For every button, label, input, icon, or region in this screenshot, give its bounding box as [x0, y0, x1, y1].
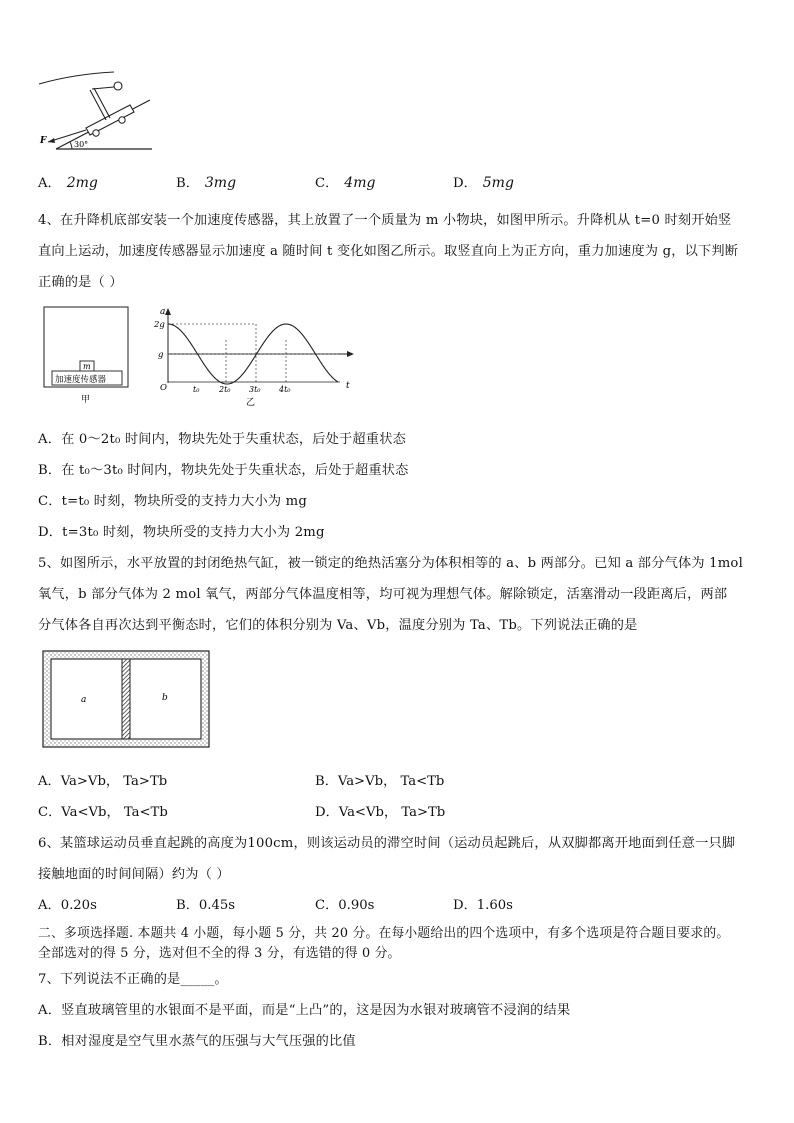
- section2-heading-line-1: 二、多项选择题. 本题共 4 小题，每小题 5 分，共 20 分。在每小题给出的四个选项中，有多个选项是符合题目要求的。: [38, 926, 730, 941]
- q5-option-d: D．Va<Vb， Ta>Tb: [315, 805, 446, 820]
- caption-yi: 乙: [246, 398, 256, 408]
- q5-stem-line-3: 分气体各自再次达到平衡态时，它们的体积分别为 Va、Vb，温度分别为 Ta、Tb。下列说法正确的是: [38, 618, 638, 633]
- q4-option-b: B．在 t₀～3t₀ 时间内，物块先处于失重状态，后处于超重状态: [38, 463, 409, 478]
- origin-label: O: [160, 383, 167, 393]
- angle-label: 30°: [74, 140, 89, 149]
- q3-option-c: C． 4mg: [315, 175, 376, 191]
- incline-cart-figure: [34, 70, 164, 154]
- q3-option-b: B． 3mg: [176, 175, 237, 191]
- q5-option-a: A．Va>Vb， Ta>Tb: [38, 774, 168, 789]
- block-m-label: m: [83, 362, 91, 371]
- x-tick-2t0: 2t₀: [219, 385, 231, 394]
- q4-stem-line-3: 正确的是（ ）: [38, 275, 123, 290]
- q5-stem-line-1: 5、如图所示，水平放置的封闭绝热气缸，被一锁定的绝热活塞分为体积相等的 a、b 两部分。已知 a 部分气体为 1mol: [38, 556, 743, 571]
- chamber-b-label: b: [162, 693, 168, 703]
- gas-cylinder-figure: [42, 650, 212, 750]
- x-tick-4t0: 4t₀: [279, 385, 291, 394]
- sensor-label: 加速度传感器: [55, 375, 107, 385]
- y-tick-g: g: [158, 350, 164, 360]
- q6-option-b: B．0.45s: [176, 898, 236, 913]
- q6-option-c: C．0.90s: [315, 898, 375, 913]
- q5-stem-line-2: 氧气，b 部分气体为 2 mol 氧气，两部分气体温度相等，均可视为理想气体。解除锁定，活塞滑动一段距离后，两部: [38, 587, 728, 602]
- q6-stem-line-2: 接触地面的时间间隔）约为（ ）: [38, 867, 230, 882]
- q5-option-b: B．Va>Vb， Ta<Tb: [315, 774, 445, 789]
- q3-option-d: D． 5mg: [453, 175, 514, 191]
- q7-option-b: B．相对湿度是空气里水蒸气的压强与大气压强的比值: [38, 1034, 356, 1049]
- x-axis-label: t: [346, 381, 350, 391]
- y-tick-2g: 2g: [154, 320, 165, 330]
- x-tick-3t0: 3t₀: [249, 385, 261, 394]
- q7-option-a: A．竖直玻璃管里的水银面不是平面，而是“上凸”的，这是因为水银对玻璃管不浸润的结果: [38, 1003, 571, 1018]
- q6-stem-line-1: 6、某篮球运动员垂直起跳的高度为100cm，则该运动员的滞空时间（运动员起跳后，从双脚都离开地面到任意一只脚: [38, 836, 736, 851]
- q4-stem-line-1: 4、在升降机底部安装一个加速度传感器，其上放置了一个质量为 m 小物块，如图甲所示。升降机从 t=0 时刻开始竖: [38, 213, 732, 228]
- q6-option-a: A．0.20s: [38, 898, 97, 913]
- q7-stem: 7、下列说法不正确的是_____。: [38, 972, 228, 987]
- chamber-a-label: a: [81, 695, 87, 705]
- q5-option-c: C．Va<Vb， Ta<Tb: [38, 805, 168, 820]
- acceleration-graph: [150, 306, 365, 408]
- q4-stem-line-2: 直向上运动，加速度传感器显示加速度 a 随时间 t 变化如图乙所示。取竖直向上为正方向，重力加速度为 g，以下判断: [38, 244, 739, 259]
- x-tick-t0: t₀: [193, 385, 200, 394]
- q4-option-d: D．t=3t₀ 时刻，物块所受的支持力大小为 2mg: [38, 525, 325, 540]
- q4-option-c: C．t=t₀ 时刻，物块所受的支持力大小为 mg: [38, 494, 307, 509]
- y-axis-label: a: [160, 307, 166, 317]
- q6-option-d: D．1.60s: [453, 898, 513, 913]
- caption-jia: 甲: [81, 395, 91, 405]
- q3-option-a: A． 2mg: [38, 175, 98, 191]
- section2-heading-line-2: 全部选对的得 5 分，选对但不全的得 3 分，有选错的得 0 分。: [38, 946, 401, 961]
- elevator-sensor-figure: [42, 305, 134, 405]
- force-label: F: [40, 136, 47, 146]
- q4-option-a: A．在 0～2t₀ 时间内，物块先处于失重状态，后处于超重状态: [38, 432, 406, 447]
